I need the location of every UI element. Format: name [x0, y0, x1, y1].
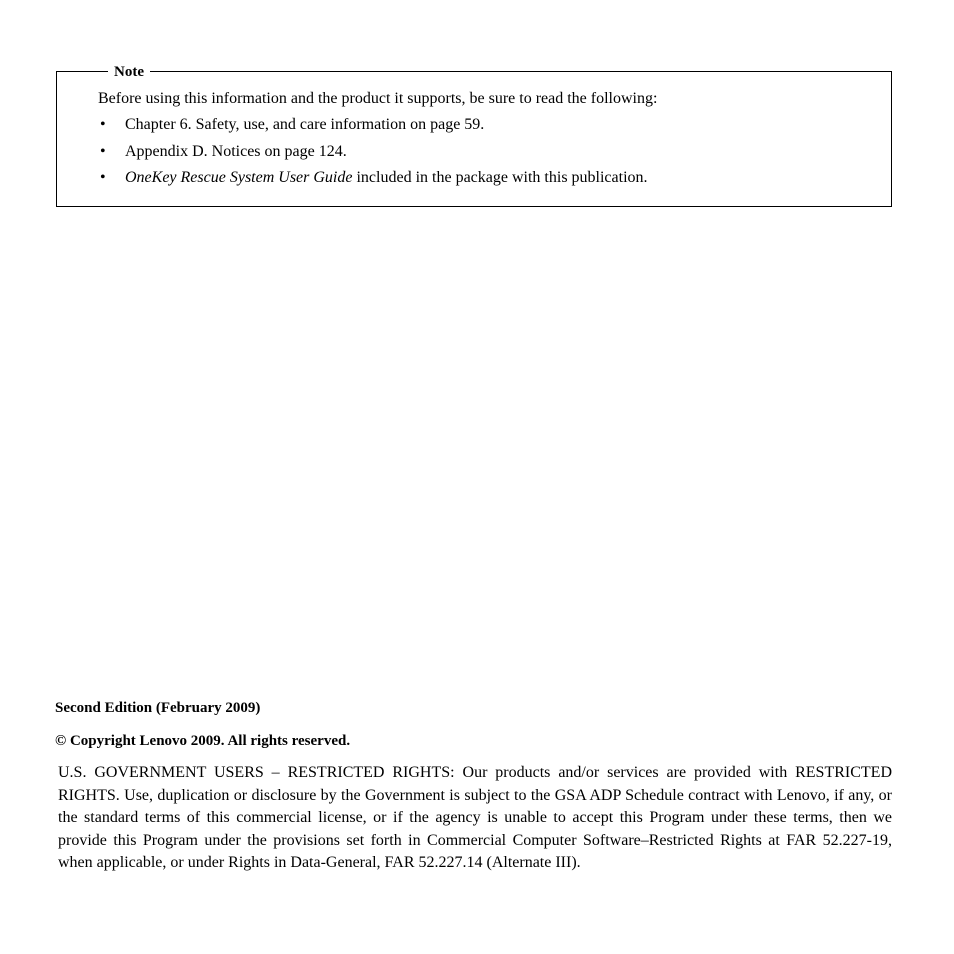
- edition-heading: Second Edition (February 2009): [55, 700, 261, 716]
- copyright-notice: © Copyright Lenovo 2009. All rights reserved.: [55, 733, 351, 749]
- note-bullet-list: [98, 115, 648, 195]
- bullet-icon: •: [100, 116, 106, 133]
- list-item-text: included in the package with this publication.: [352, 169, 648, 186]
- publication-title: OneKey Rescue System User Guide: [125, 169, 353, 186]
- bullet-icon: •: [100, 169, 106, 186]
- list-item: [98, 115, 648, 142]
- note-legend: Note: [108, 63, 150, 81]
- restricted-rights-paragraph: U.S. GOVERNMENT USERS – RESTRICTED RIGHTS: Our products and/or services are provided with RESTRICTED RIGHTS. Use, duplication or disclosure by the Government is subject to the GSA ADP Schedule contract with Lenovo, if any, or the standard terms of this commercial license, or if the agency is unable to accept this Program under these terms, then we provide this Program under the provisions set forth in Commercial Computer Software–Restricted Rights at FAR 52.227-19, when applicable, or under Rights in Data-General, FAR 52.227.14 (Alternate III).: [58, 764, 892, 871]
- note-intro: Before using this information and the product it supports, be sure to read the following:: [98, 90, 658, 107]
- list-item: [98, 168, 648, 195]
- bullet-icon: •: [100, 142, 106, 160]
- list-item-text: Appendix D. Notices on page 124.: [125, 142, 347, 160]
- list-item: [98, 142, 648, 169]
- list-item-text: Chapter 6. Safety, use, and care information on page 59.: [125, 116, 485, 133]
